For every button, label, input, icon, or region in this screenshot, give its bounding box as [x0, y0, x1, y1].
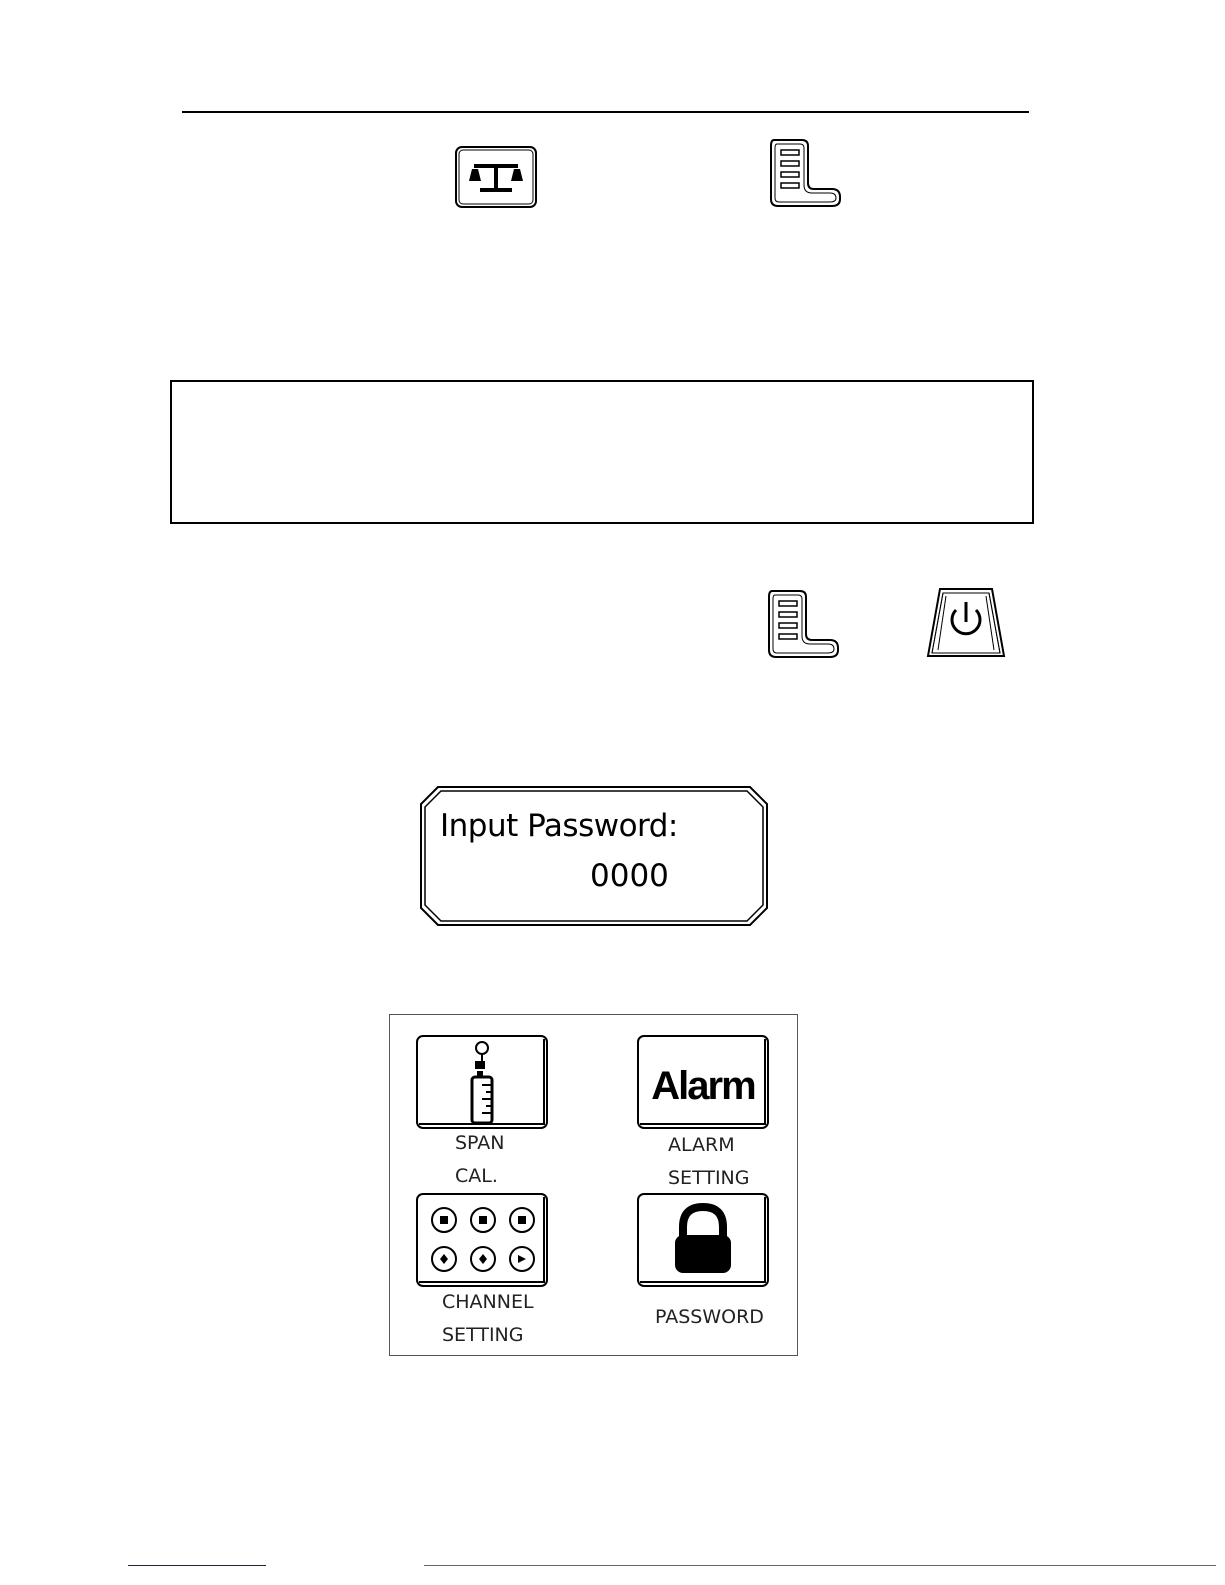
- menu-key-icon: [766, 588, 842, 660]
- menu-key-top[interactable]: [768, 137, 844, 214]
- alarm-setting-tile[interactable]: [637, 1035, 769, 1129]
- channel-label-line1: CHANNEL: [442, 1291, 534, 1313]
- padlock-icon: [637, 1193, 769, 1287]
- span-cal-label-line1: SPAN: [455, 1132, 505, 1154]
- channel-grid-icon: [416, 1193, 548, 1287]
- span-cal-label-line2: CAL.: [455, 1165, 498, 1187]
- power-key[interactable]: [926, 586, 1006, 665]
- lcd-password-screen: [420, 786, 768, 926]
- note-box: [170, 380, 1034, 524]
- channel-setting-tile[interactable]: [416, 1193, 548, 1287]
- footer-link-underline: [128, 1565, 266, 1566]
- lcd-prompt: Input Password:: [440, 808, 678, 844]
- span-cal-icon: [416, 1035, 548, 1129]
- alarm-label-line1: ALARM: [668, 1134, 735, 1156]
- power-key-icon: [926, 586, 1006, 660]
- header-rule: [182, 111, 1029, 113]
- footer-rule: [424, 1565, 1216, 1566]
- channel-label-line2: SETTING: [442, 1324, 524, 1346]
- alarm-icon-text: Alarm: [651, 1064, 755, 1108]
- lcd-password-value: 0000: [590, 858, 669, 894]
- password-label: PASSWORD: [655, 1306, 764, 1328]
- alarm-icon: [637, 1035, 769, 1129]
- menu-key-middle[interactable]: [766, 588, 842, 665]
- settings-menu-panel: [389, 1014, 798, 1356]
- alarm-label-line2: SETTING: [668, 1167, 750, 1189]
- menu-key-icon: [768, 137, 844, 209]
- balance-key[interactable]: [454, 145, 538, 214]
- balance-scale-icon: [454, 145, 538, 209]
- password-tile[interactable]: [637, 1193, 769, 1287]
- lcd-frame: [420, 786, 768, 926]
- span-cal-tile[interactable]: [416, 1035, 548, 1129]
